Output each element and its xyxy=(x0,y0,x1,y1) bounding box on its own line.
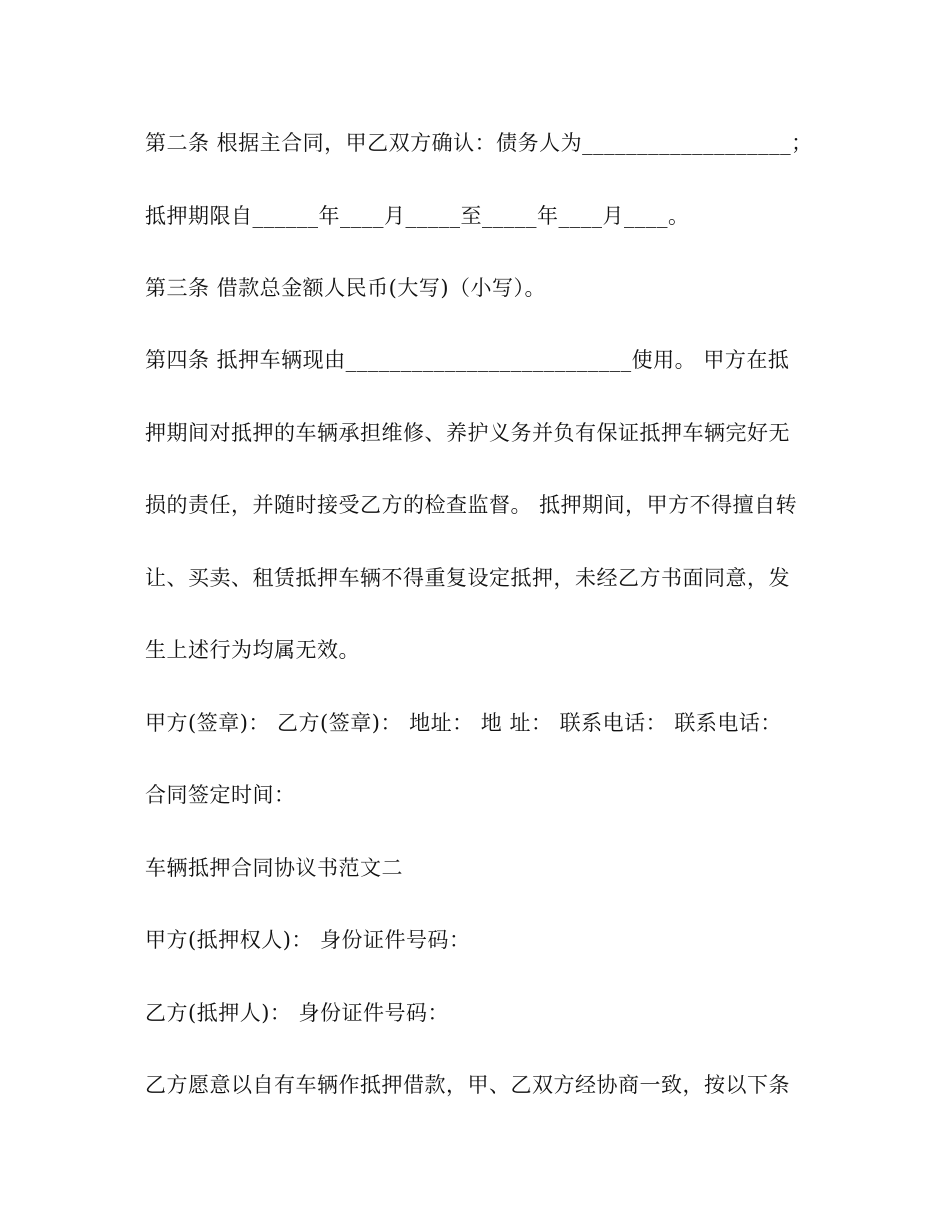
clause-3-loan-amount: 第三条 借款总金额人民币(大写)（小写）。 xyxy=(145,276,547,300)
party-b-info: 乙方(抵押人)： 身份证件号码： xyxy=(145,1001,450,1025)
agreement-intro: 乙方愿意以自有车辆作抵押借款，甲、乙双方经协商一致，按以下条 xyxy=(145,1073,790,1097)
clause-4-line-2: 押期间对抵押的车辆承担维修、养护义务并负有保证抵押车辆完好无 xyxy=(145,421,790,445)
clause-2-debtor: 第二条 根据主合同，甲乙双方确认：债务人为___________________； xyxy=(145,131,813,155)
signing-date: 合同签定时间： xyxy=(145,783,296,807)
clause-4-line-1: 第四条 抵押车辆现由__________________________使用。 甲方在抵 xyxy=(145,348,790,372)
clause-4-line-3: 损的责任，并随时接受乙方的检查监督。 抵押期间，甲方不得擅自转 xyxy=(145,493,798,517)
clause-4-line-5: 生上述行为均属无效。 xyxy=(145,638,360,662)
mortgage-period: 抵押期限自______年____月_____至_____年____月____。 xyxy=(145,204,690,228)
clause-4-line-4: 让、买卖、租赁抵押车辆不得重复设定抵押，未经乙方书面同意，发 xyxy=(145,566,790,590)
party-a-info: 甲方(抵押权人)： 身份证件号码： xyxy=(145,928,471,952)
section-title: 车辆抵押合同协议书范文二 xyxy=(145,856,403,880)
signature-fields: 甲方(签章)： 乙方(签章)： 地址： 地 址： 联系电话： 联系电话： xyxy=(145,711,782,735)
